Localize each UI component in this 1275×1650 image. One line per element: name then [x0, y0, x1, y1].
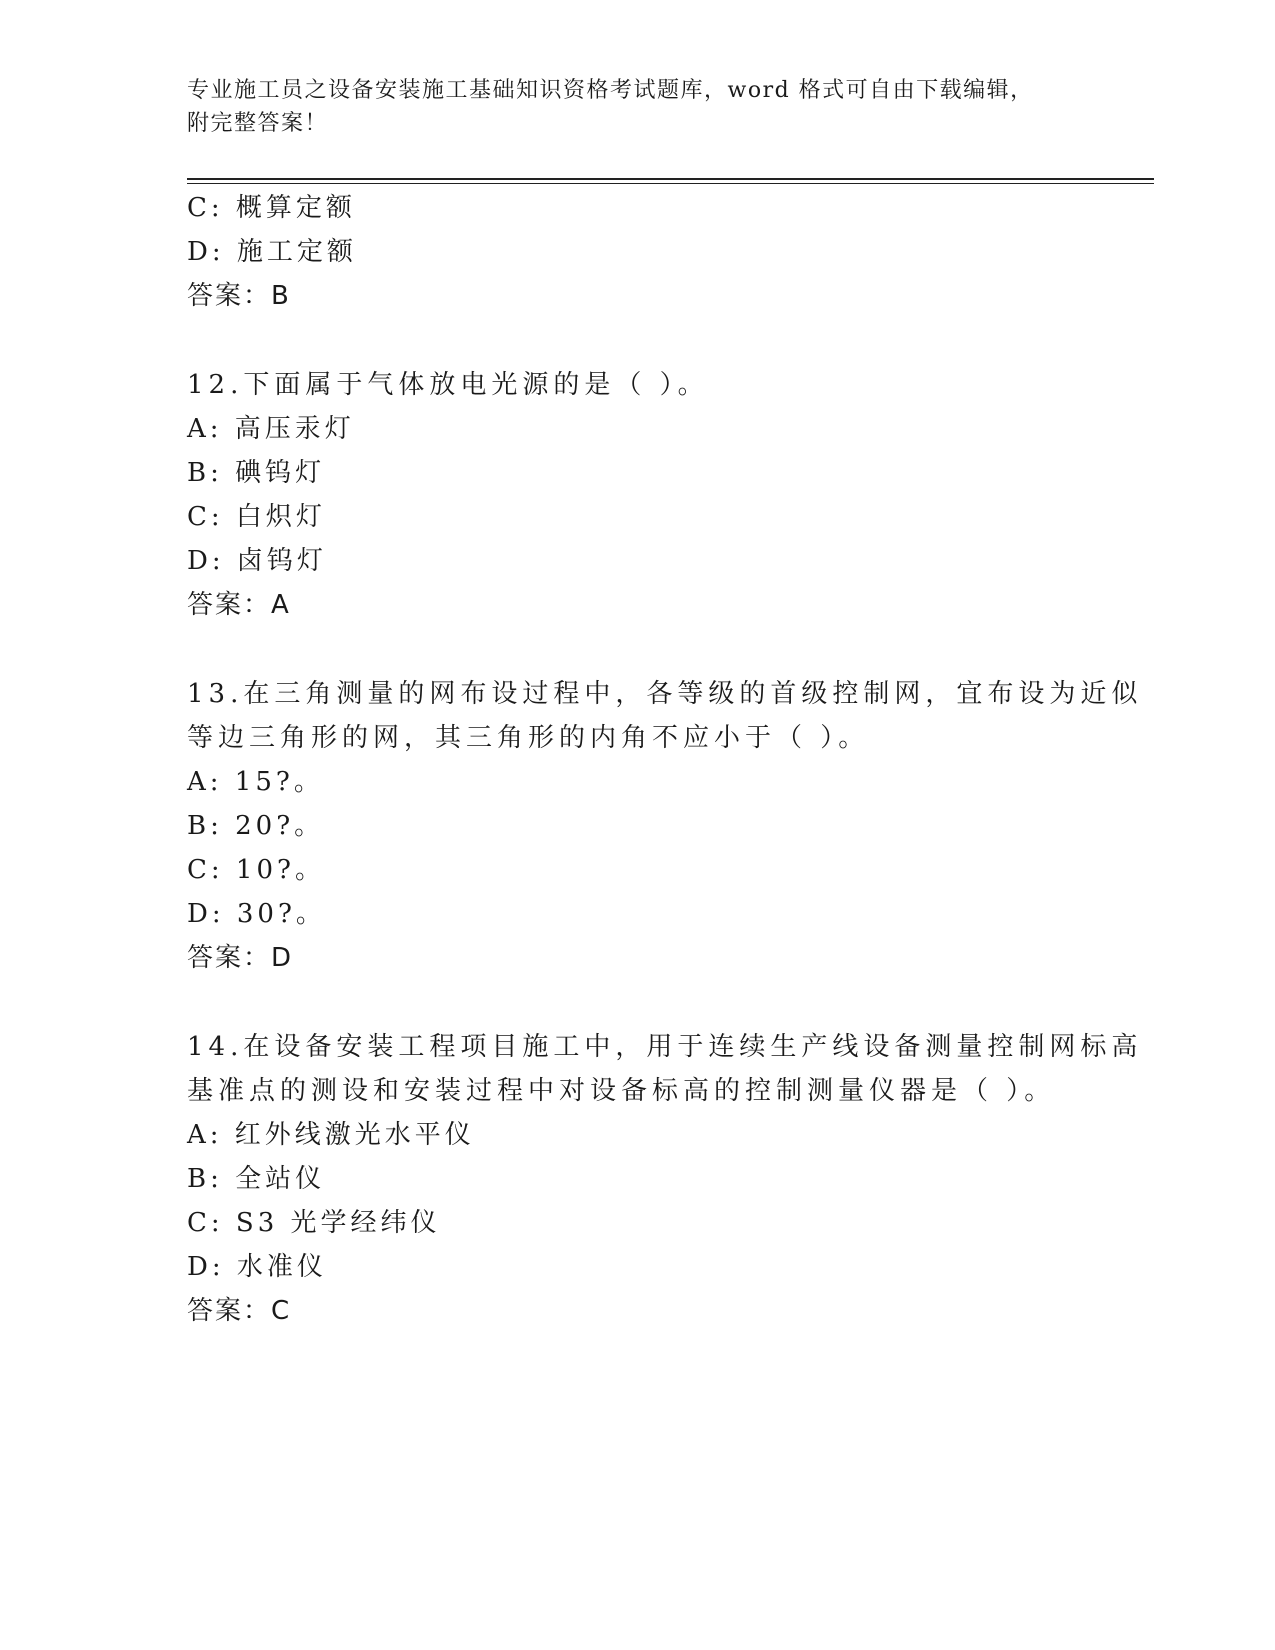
q12-stem: 12.下面属于气体放电光源的是（ ）。	[187, 370, 709, 400]
prev-answer: 答案：B	[187, 281, 291, 311]
q14-option-a: A: 红外线激光水平仪	[187, 1120, 475, 1150]
q14-option-c: C: S3 光学经纬仪	[187, 1208, 441, 1238]
q13-answer: 答案：D	[187, 943, 294, 973]
header-divider-top	[187, 178, 1154, 180]
q13-stem-line-2: 等边三角形的网，其三角形的内角不应小于（ ）。	[187, 723, 870, 753]
q13-option-a: A: 15?。	[187, 767, 324, 797]
document-header	[187, 74, 1067, 140]
q14-stem-line-2: 基准点的测设和安装过程中对设备标高的控制测量仪器是（ ）。	[187, 1076, 1056, 1106]
q13-option-c: C: 10?。	[187, 855, 325, 885]
header-divider-bottom	[187, 183, 1154, 184]
q14-option-b: B: 全站仪	[187, 1164, 326, 1194]
q13-option-b: B: 20?。	[187, 811, 325, 841]
q13-option-d: D: 30?。	[187, 899, 326, 929]
q12-option-a: A: 高压汞灯	[187, 414, 355, 444]
q13-stem-line-1: 13.在三角测量的网布设过程中，各等级的首级控制网，宜布设为近似	[187, 679, 1143, 709]
q14-answer: 答案：C	[187, 1296, 292, 1326]
q12-option-b: B: 碘钨灯	[187, 458, 326, 488]
prev-option-c: C: 概算定额	[187, 193, 356, 223]
header-title-line-1: 专业施工员之设备安装施工基础知识资格考试题库，word 格式可自由下载编辑，	[187, 78, 1034, 103]
prev-option-d: D: 施工定额	[187, 237, 357, 267]
q12-option-d: D: 卤钨灯	[187, 546, 327, 576]
header-title-line-2: 附完整答案！	[187, 111, 329, 136]
q12-option-c: C: 白炽灯	[187, 502, 326, 532]
q12-answer: 答案：A	[187, 590, 291, 620]
q14-option-d: D: 水准仪	[187, 1252, 327, 1282]
q14-stem-line-1: 14.在设备安装工程项目施工中，用于连续生产线设备测量控制网标高	[187, 1032, 1143, 1062]
